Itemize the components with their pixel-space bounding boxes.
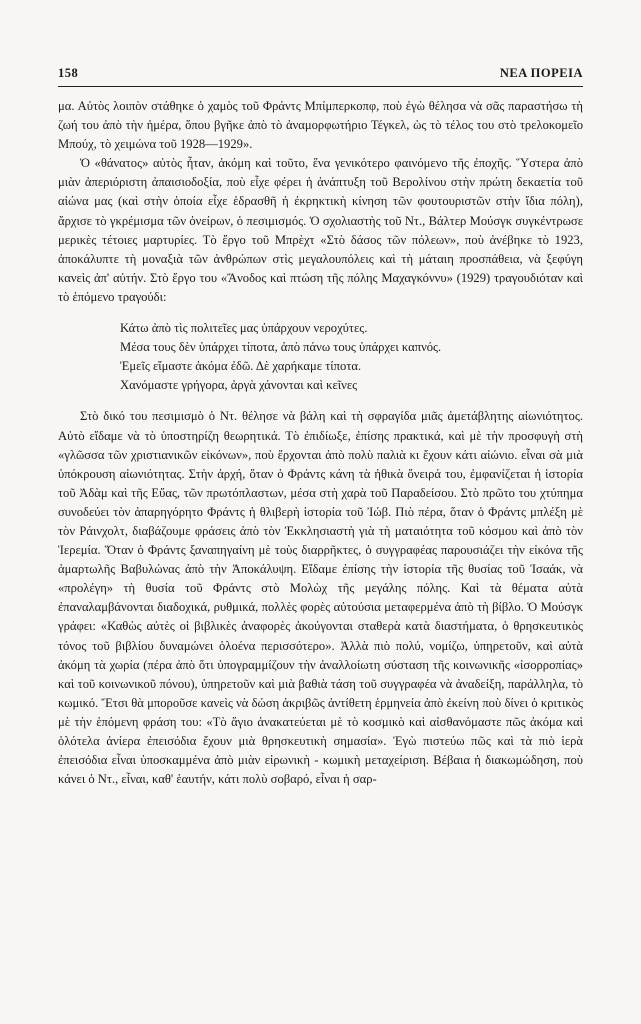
running-title: ΝΕΑ ΠΟΡΕΙΑ xyxy=(499,66,583,80)
poem-line: Μέσα τους δὲν ὑπάρχει τίποτα, ἀπὸ πάνω τους ὑπάρχει καπνός. xyxy=(120,340,442,355)
poem-line: Ἐμεῖς εἴμαστε ἀκόμα ἐδῶ. Δὲ χαρήκαμε τίποτα. xyxy=(120,359,362,374)
poem-line: Κάτω ἀπὸ τὶς πολιτεῖες μας ὑπάρχουν νεροχύτες. xyxy=(120,321,368,336)
paragraph: μα. Αὐτὸς λοιπὸν στάθηκε ὁ χαμὸς τοῦ Φράντς Μπίμπερκοπφ, ποὺ ἐγὼ θέλησα νὰ σᾶς παραστήσω τὴ ζωή του ἀπὸ τὴν ἡμέρα, ὅπου βγῆκε ἀπὸ τὸ ἀναμορφωτήριο Τέγκελ, ὡς τὸ τέλος του στὸ τρελοκομεῖο Μπούχ, τὸ χειμώνα τοῦ 1928—1929». xyxy=(58,99,583,152)
body-text xyxy=(58,97,583,789)
header-rule xyxy=(58,86,583,87)
song-quote xyxy=(120,319,583,395)
paragraph: Ὁ «θάνατος» αὐτὸς ἦταν, ἀκόμη καὶ τοῦτο, ἕνα γενικότερο φαινόμενο τῆς ἐποχῆς. Ὕστερα ἀπὸ μιὰν ἀπεριόριστη ἀπαισιοδοξία, ποὺ εἶχε φέρει ἡ ἀνάπτυξη τοῦ Βερολίνου στὴν πρώτη δεκαετία τοῦ αἰώνα μας (καὶ στὴν ὁποία εἶχε ἑδρασθῆ ἡ ἐκρηκτικὴ κίνηση τῶν φουτουριστῶν στὴν ἴδια πόλη), ἄρχισε τὸ γκρέμισμα τῶν ὀνείρων, ὁ πεσιμισμός. Ὁ σχολιαστὴς τοῦ Ντ., Βάλτερ Μούσγκ συγκέντρωσε μερικὲς τέτοιες μαρτυρίες. Τὸ ἔργο τοῦ Μπρὲχτ «Στὸ δάσος τῶν πόλεων», ποὺ ἀνέβηκε τὸ 1923, ἀποκάλυπτε τὴ μοναξιὰ τῶν ἀνθρώπων στὶς μεγαλουπόλεις καὶ τὴ μάταιη προσπάθεια, νὰ ξεφύγη κανεὶς ἀπ' αὐτήν. Στὸ ἔργο του «Ἄνοδος καὶ πτώση τῆς πόλης Μαχαγκόννυ» (1929) τραγουδιόταν καὶ τὸ ἑπόμενο τραγούδι: xyxy=(58,156,583,304)
page-number: 158 xyxy=(58,66,79,80)
paragraph: Στὸ δικό του πεσιμισμὸ ὁ Ντ. θέλησε νὰ βάλη καὶ τὴ σφραγίδα μιᾶς ἀμετάβλητης αἰωνιότητος. Αὐτὸ εἴδαμε νὰ τὸ ὑποστηρίζη θεωρητικά. Τὸ ἐπιδίωξε, ἐπίσης πρακτικά, καὶ μὲ τὴν προσφυγὴ στὴ «γλῶσσα τῶν χριστιανικῶν εἰκόνων», ποὺ ἔρχονται ἀπὸ πολὺ παλιὰ κι ἔχουν κάτι αἰώνιο. εἶναι σὰ μιὰ ὑπόκρουση αἰωνιότητας. Στὴν ἀρχή, ὅταν ὁ Φράντς κάνη τὰ ἠθικὰ ὄνειρά του, ἐμφανίζεται ἡ ἱστορία τοῦ Ἀδὰμ καὶ τῆς Εὔας, τῶν πρωτόπλαστων, μέσα στὴ χαρὰ τοῦ Παραδείσου. Στὸ πρῶτο του χτύπημα συνοδεύει τὸν ἀπαρηγόρητο Φράντς ἡ θλιβερὴ ἱστορία τοῦ Ἰώβ. Πιὸ πέρα, ὅταν ὁ Φράντς μπλέξη μὲ τὸν Ράινχολτ, διαβάζουμε φράσεις ἀπὸ τὸν Ἐκκλησιαστὴ γιὰ τὴ ματαιότητα τοῦ κόσμου καὶ ἀπὸ τὸν Ἱερεμία. Ὅταν ὁ Φράντς ξαναπηγαίνη μὲ τοὺς διαρρῆκτες, ὁ συγγραφέας παρουσιάζει τὴν εἰκόνα τῆς ἁμαρτωλῆς Βαβυλώνας ἀπὸ τὴν Ἀποκάλυψη. Εἴδαμε ἐπίσης τὴν ἱστορία τῆς θυσίας τοῦ Ἰσαάκ, νὰ «προλέγη» τὴ θυσία τοῦ Φράντς στὸ Μολὼχ τῆς μεγάλης πόλης. Καὶ τὰ θέματα αὐτὰ ἐπαναλαμβάνονται διαδοχικά, ρυθμικά, πολλὲς φορὲς αὐτούσια μεταφερμένα ἀπὸ τὴ βίβλο. Ὁ Μούσγκ γράφει: «Καθὼς αὐτὲς οἱ βιβλικὲς ἀναφορὲς ἀκούγονται σταθερὰ κατὰ διαστήματα, ὁ θρησκευτικὸς τόνος τοῦ βιβλίου δυναμώνει ὁλοένα περισσότερο». Ἀλλὰ πιὸ πολύ, νομίζω, ὑπηρετοῦν, καὶ αὐτὰ ἀκόμη τὰ χωρία (πέρα ἀπὸ ὅτι ὑπογραμμίζουν τὴν ἀναλλοίωτη σύσταση τῆς κοινωνικῆς «ἰσορροπίας» καὶ τοῦ κοινωνικοῦ πόνου), ὑπηρετοῦν καὶ μιὰ βαθιὰ τάση τοῦ συγγραφέα νὰ ἀναδείξη, παράλληλα, τὸ κωμικό. Ἔτσι θὰ μποροῦσε κανεὶς νὰ δώση ἀκριβῶς ἀντίθετη ἑρμηνεία ἀπὸ ἐκείνη ποὺ δίνει ὁ κριτικὸς μὲ τὴν ἑπόμενη φράση του: «Τὸ ἅγιο ἀνακατεύεται μὲ τὸ κοσμικὸ καὶ αἰσθανόμαστε πῶς ἀκόμα καὶ ὁλότελα ἀνίερα ἐπεισόδια ἔχουν μιὰ θρησκευτικὴ σημασία». Ἐγὼ πιστεύω πῶς καὶ τὰ πιὸ ἱερὰ ἐπεισόδια εἶναι ὑποσκαμμένα ἀπὸ μιὰν εἰρωνικὴ - κωμικὴ μεταχείριση. Βέβαια ἡ διακωμώδηση, ποὺ κάνει ὁ Ντ., εἶναι, καθ' ἑαυτήν, κάτι πολὺ σοβαρό, εἶναι ἡ σαρ- xyxy=(58,409,583,787)
poem-line: Χανόμαστε γρήγορα, ἀργὰ χάνονται καὶ κεῖνες xyxy=(120,378,358,393)
page-header xyxy=(58,66,583,81)
